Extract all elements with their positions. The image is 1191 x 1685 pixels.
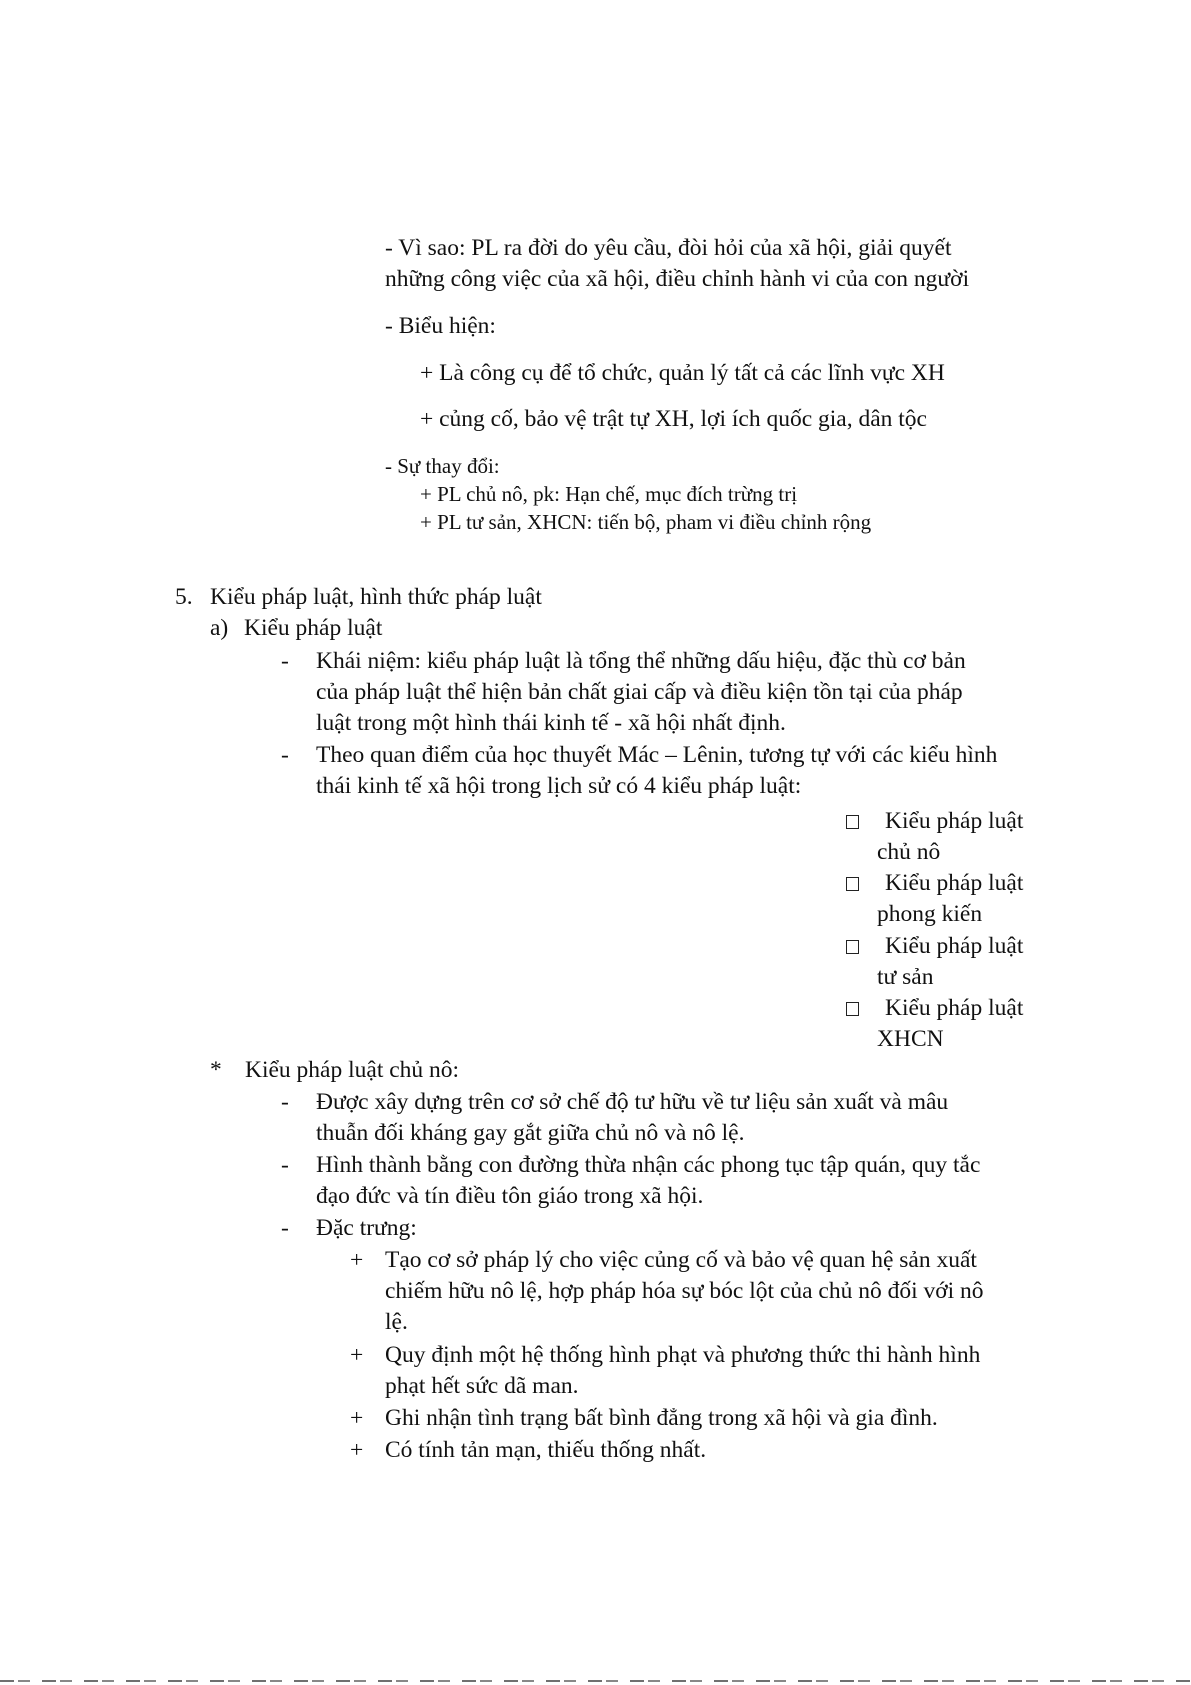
expression-heading: - Biểu hiện:: [385, 313, 496, 339]
feature-1-line-2: chiếm hữu nô lệ, hợp pháp hóa sự bóc lột của chủ nô đối với nô: [385, 1278, 984, 1304]
formed-line-2: đạo đức và tín điều tôn giáo trong xã hội.: [316, 1183, 704, 1209]
section-title: Kiểu pháp luật, hình thức pháp luật: [210, 584, 542, 610]
subsection-a-title: Kiểu pháp luật: [244, 615, 383, 641]
checkbox-icon: [846, 877, 859, 891]
slave-law-title: Kiểu pháp luật chủ nô:: [245, 1057, 460, 1083]
type-2-line-2: phong kiến: [877, 901, 983, 927]
type-4-line-1: Kiểu pháp luật: [885, 995, 1024, 1021]
type-4-line-2: XHCN: [877, 1026, 944, 1052]
feature-3-line-1: Ghi nhận tình trạng bất bình đẳng trong xã hội và gia đình.: [385, 1405, 938, 1431]
why-line-1: - Vì sao: PL ra đời do yêu cầu, đòi hỏi của xã hội, giải quyết: [385, 235, 952, 261]
type-box-4: [846, 993, 859, 1023]
slave-law-marker: *: [210, 1057, 222, 1083]
feature-2-line-1: Quy định một hệ thống hình phạt và phương thức thi hành hình: [385, 1342, 981, 1368]
type-3-line-2: tư sản: [877, 964, 934, 990]
checkbox-icon: [846, 815, 859, 829]
formed-dash: -: [281, 1152, 289, 1178]
type-box-3: [846, 931, 859, 961]
expression-item-2: + củng cố, bảo vệ trật tự XH, lợi ích quốc gia, dân tộc: [420, 406, 927, 432]
type-2-line-1: Kiểu pháp luật: [885, 870, 1024, 896]
why-line-2: những công việc của xã hội, điều chỉnh hành vi của con người: [385, 266, 970, 292]
feature-4-plus: +: [350, 1437, 364, 1463]
change-item-1: + PL chủ nô, pk: Hạn chế, mục đích trừng trị: [420, 482, 798, 506]
built-dash: -: [281, 1089, 289, 1115]
theory-line-1: Theo quan điểm của học thuyết Mác – Lênin, tương tự với các kiểu hình: [316, 742, 998, 768]
type-box-2: [846, 868, 859, 898]
type-3-line-1: Kiểu pháp luật: [885, 933, 1024, 959]
change-item-2: + PL tư sản, XHCN: tiến bộ, pham vi điều chỉnh rộng: [420, 510, 872, 534]
feature-2-line-2: phạt hết sức dã man.: [385, 1373, 579, 1399]
feature-2-plus: +: [350, 1342, 364, 1368]
theory-line-2: thái kinh tế xã hội trong lịch sử có 4 kiểu pháp luật:: [316, 773, 802, 799]
features-heading: Đặc trưng:: [316, 1215, 417, 1241]
type-1-line-1: Kiểu pháp luật: [885, 808, 1024, 834]
feature-4-line-1: Có tính tản mạn, thiếu thống nhất.: [385, 1437, 707, 1463]
feature-1-plus: +: [350, 1247, 364, 1273]
formed-line-1: Hình thành bằng con đường thừa nhận các phong tục tập quán, quy tắc: [316, 1152, 981, 1178]
concept-line-1: Khái niệm: kiểu pháp luật là tổng thể những dấu hiệu, đặc thù cơ bản: [316, 648, 966, 674]
feature-1-line-1: Tạo cơ sở pháp lý cho việc củng cố và bảo vệ quan hệ sản xuất: [385, 1247, 977, 1273]
concept-line-2: của pháp luật thể hiện bản chất giai cấp và điều kiện tồn tại của pháp: [316, 679, 963, 705]
expression-item-1: + Là công cụ để tổ chức, quản lý tất cả các lĩnh vực XH: [420, 360, 945, 386]
type-box-1: [846, 806, 859, 836]
type-1-line-2: chủ nô: [877, 839, 941, 865]
change-heading: - Sự thay đổi:: [385, 454, 500, 478]
subsection-a-marker: a): [210, 615, 229, 641]
features-dash: -: [281, 1215, 289, 1241]
bottom-edge-artifact: [0, 1680, 1191, 1682]
section-number: 5.: [175, 584, 193, 610]
concept-line-3: luật trong một hình thái kinh tế - xã hội nhất định.: [316, 710, 786, 736]
concept-dash: -: [281, 648, 289, 674]
checkbox-icon: [846, 1002, 859, 1016]
theory-dash: -: [281, 742, 289, 768]
feature-1-line-3: lệ.: [385, 1309, 408, 1335]
feature-3-plus: +: [350, 1405, 364, 1431]
built-line-2: thuẫn đối kháng gay gắt giữa chủ nô và nô lệ.: [316, 1120, 745, 1146]
checkbox-icon: [846, 940, 859, 954]
built-line-1: Được xây dựng trên cơ sở chế độ tư hữu về tư liệu sản xuất và mâu: [316, 1089, 949, 1115]
